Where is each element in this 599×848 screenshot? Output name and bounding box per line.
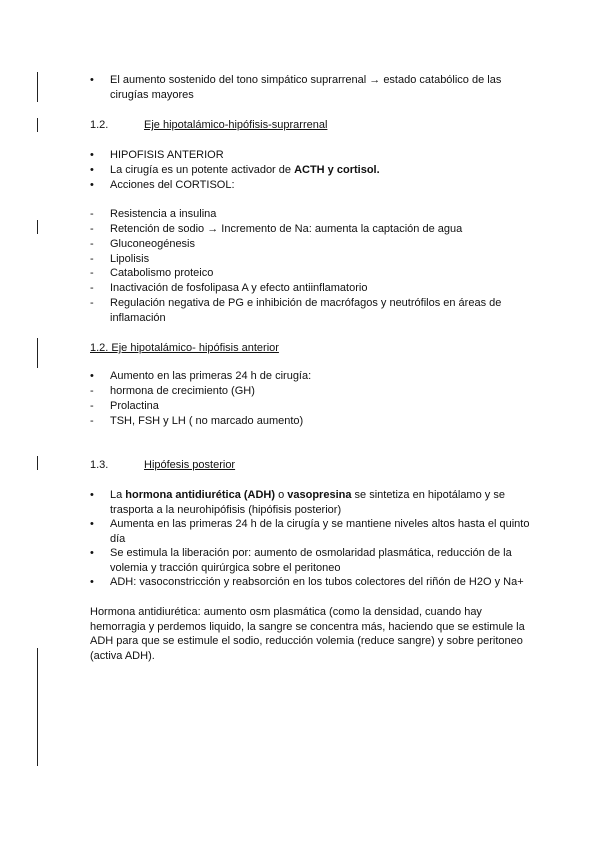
list-item: - Lipolisis xyxy=(90,253,150,265)
bullet-mark: • xyxy=(90,149,94,161)
bold-text: ACTH y cortisol. xyxy=(294,164,380,176)
list-item: • La hormona antidiurética (ADH) o vasopresina se sintetiza en hipotálamo y se trasporta a la neurohipófisis (hipófisis posterior) xyxy=(90,489,505,516)
bullet-mark: • xyxy=(90,518,94,530)
dash-mark: - xyxy=(90,297,94,309)
margin-bar xyxy=(37,338,38,368)
list-item: - Regulación negativa de PG e inhibición de macrófagos y neutrófilos en áreas de inflamación xyxy=(90,297,502,324)
list-item: • Acciones del CORTISOL: xyxy=(90,179,235,191)
list-item: - Resistencia a insulina xyxy=(90,208,217,220)
margin-bar xyxy=(37,456,38,470)
dash-mark: - xyxy=(90,208,94,220)
dash-mark: - xyxy=(90,267,94,279)
bullet-mark: • xyxy=(90,74,94,86)
closing-paragraph: Hormona antidiurética: aumento osm plasmática (como la densidad, cuando hay hemorragia y perdemos liquido, la sangre se concentra más, haciendo que se estimule la ADH para que se estimule el sodio, reducción volemia (reduce sangre) y sobre peritoneo (activa ADH). xyxy=(90,606,525,662)
margin-bar xyxy=(37,220,38,234)
bold-text: hormona antidiurética (ADH) xyxy=(125,489,276,501)
section-title: Eje hipotalámico-hipófisis-suprarrenal xyxy=(144,119,328,131)
bullet-mark: • xyxy=(90,179,94,191)
bullet-mark: • xyxy=(90,547,94,559)
list-item: - Retención de sodio → Incremento de Na: aumenta la captación de agua xyxy=(90,223,463,235)
dash-mark: - xyxy=(90,415,94,427)
dash-mark: - xyxy=(90,282,94,294)
bullet-mark: • xyxy=(90,164,94,176)
section-title: Hipófesis posterior xyxy=(144,459,236,471)
bullet-mark: • xyxy=(90,489,94,501)
dash-mark: - xyxy=(90,223,94,235)
dash-mark: - xyxy=(90,238,94,250)
section-number: 1.3. xyxy=(90,459,109,471)
margin-bar xyxy=(37,72,38,102)
list-item: • Aumento en las primeras 24 h de cirugía: xyxy=(90,370,312,382)
dash-mark: - xyxy=(90,253,94,265)
list-item: • La cirugía es un potente activador de ACTH y cortisol. xyxy=(90,164,380,176)
margin-bar xyxy=(37,648,38,766)
list-item: • Aumenta en las primeras 24 h de la cirugía y se mantiene niveles altos hasta el quinto día xyxy=(90,518,530,545)
list-item: - Gluconeogénesis xyxy=(90,238,196,250)
list-item: - Catabolismo proteico xyxy=(90,267,214,279)
bullet-mark: • xyxy=(90,576,94,588)
list-item: • Se estimula la liberación por: aumento de osmolaridad plasmática, reducción de la volemia y tracción quirúrgica sobre el peritoneo xyxy=(90,547,512,574)
dash-mark: - xyxy=(90,400,94,412)
list-item: • ADH: vasoconstricción y reabsorción en los tubos colectores del riñón de H2O y Na+ xyxy=(90,576,524,588)
list-item: - hormona de crecimiento (GH) xyxy=(90,385,255,397)
section-title: 1.2. Eje hipotalámico- hipófisis anterior xyxy=(90,342,279,354)
intro-bullet-item xyxy=(90,73,530,102)
list-item: - TSH, FSH y LH ( no marcado aumento) xyxy=(90,415,304,427)
list-item: • HIPOFISIS ANTERIOR xyxy=(90,149,224,161)
bullet-mark: • xyxy=(90,370,94,382)
section-number: 1.2. xyxy=(90,119,109,131)
dash-mark: - xyxy=(90,385,94,397)
intro-text: El aumento sostenido del tono simpático suprarrenal → estado catabólico de las cirugías mayores xyxy=(110,74,502,101)
list-item: - Inactivación de fosfolipasa A y efecto antiinflamatorio xyxy=(90,282,368,294)
bold-text: vasopresina xyxy=(287,489,352,501)
list-item: - Prolactina xyxy=(90,400,159,412)
margin-bar xyxy=(37,118,38,132)
